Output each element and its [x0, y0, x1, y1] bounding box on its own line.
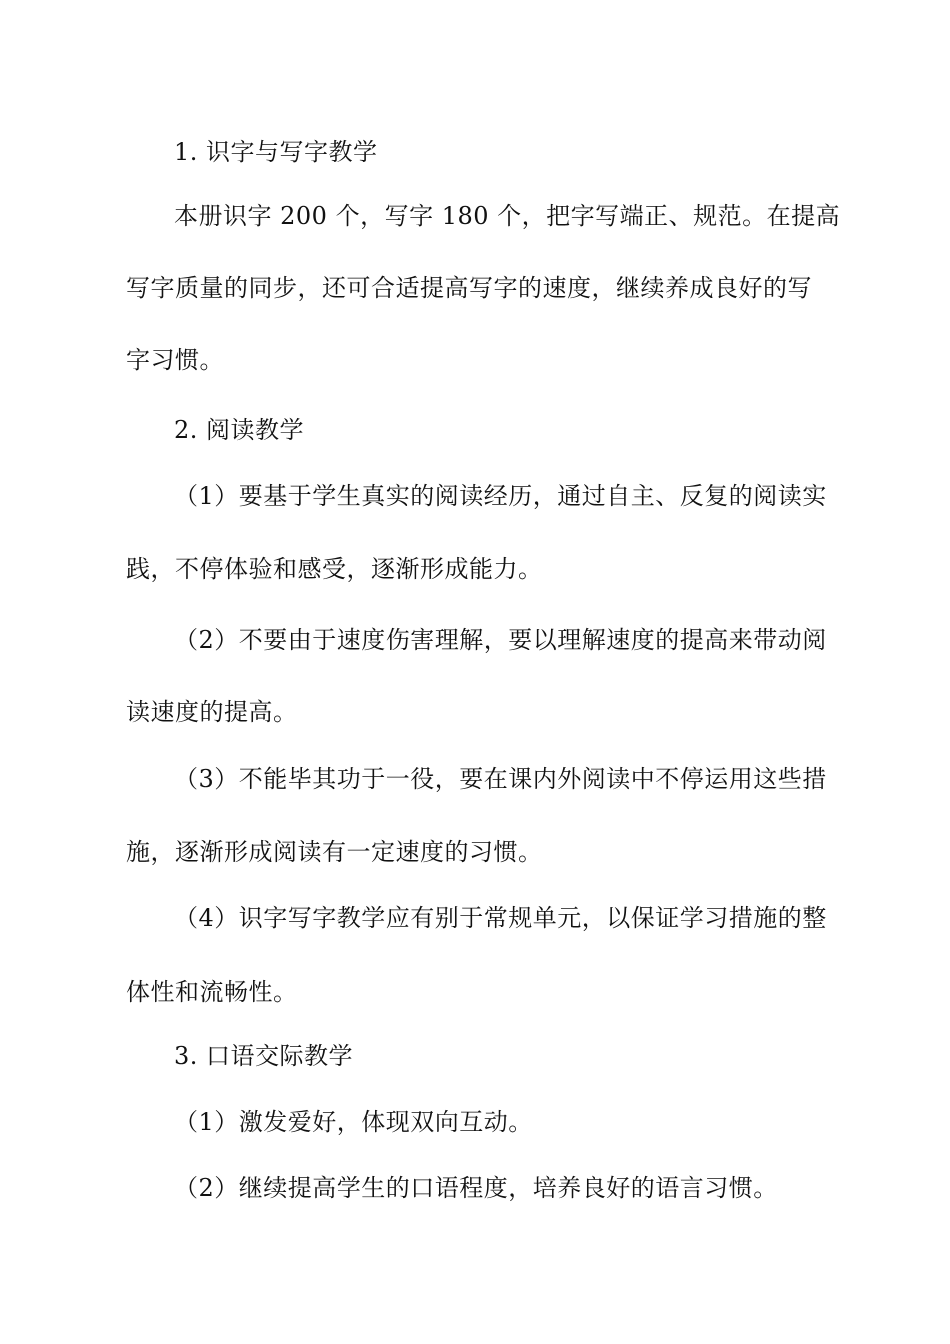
list-item-line: 体性和流畅性。	[126, 978, 298, 1006]
list-item-line: （3）不能毕其功于一役，要在课内外阅读中不停运用这些措	[174, 765, 827, 793]
paragraph-line: 写字质量的同步，还可合适提高写字的速度，继续养成良好的写	[126, 274, 812, 302]
list-item-line: （2）继续提高学生的口语程度，培养良好的语言习惯。	[174, 1174, 778, 1202]
list-item-line: 践，不停体验和感受，逐渐形成能力。	[126, 555, 543, 583]
paragraph-line: 本册识字 200 个，写字 180 个，把字写端正、规范。在提高	[174, 202, 841, 230]
section-heading: 3. 口语交际教学	[174, 1042, 354, 1070]
list-item-line: 读速度的提高。	[126, 698, 298, 726]
section-heading: 1. 识字与写字教学	[174, 138, 378, 166]
section-heading: 2. 阅读教学	[174, 416, 305, 444]
paragraph-line: 字习惯。	[126, 346, 224, 374]
list-item-line: （1）要基于学生真实的阅读经历，通过自主、反复的阅读实	[174, 482, 827, 510]
list-item-line: （2）不要由于速度伤害理解，要以理解速度的提高来带动阅	[174, 626, 827, 654]
list-item-line: （1）激发爱好，体现双向互动。	[174, 1108, 533, 1136]
list-item-line: （4）识字写字教学应有别于常规单元，以保证学习措施的整	[174, 904, 827, 932]
list-item-line: 施，逐渐形成阅读有一定速度的习惯。	[126, 838, 543, 866]
